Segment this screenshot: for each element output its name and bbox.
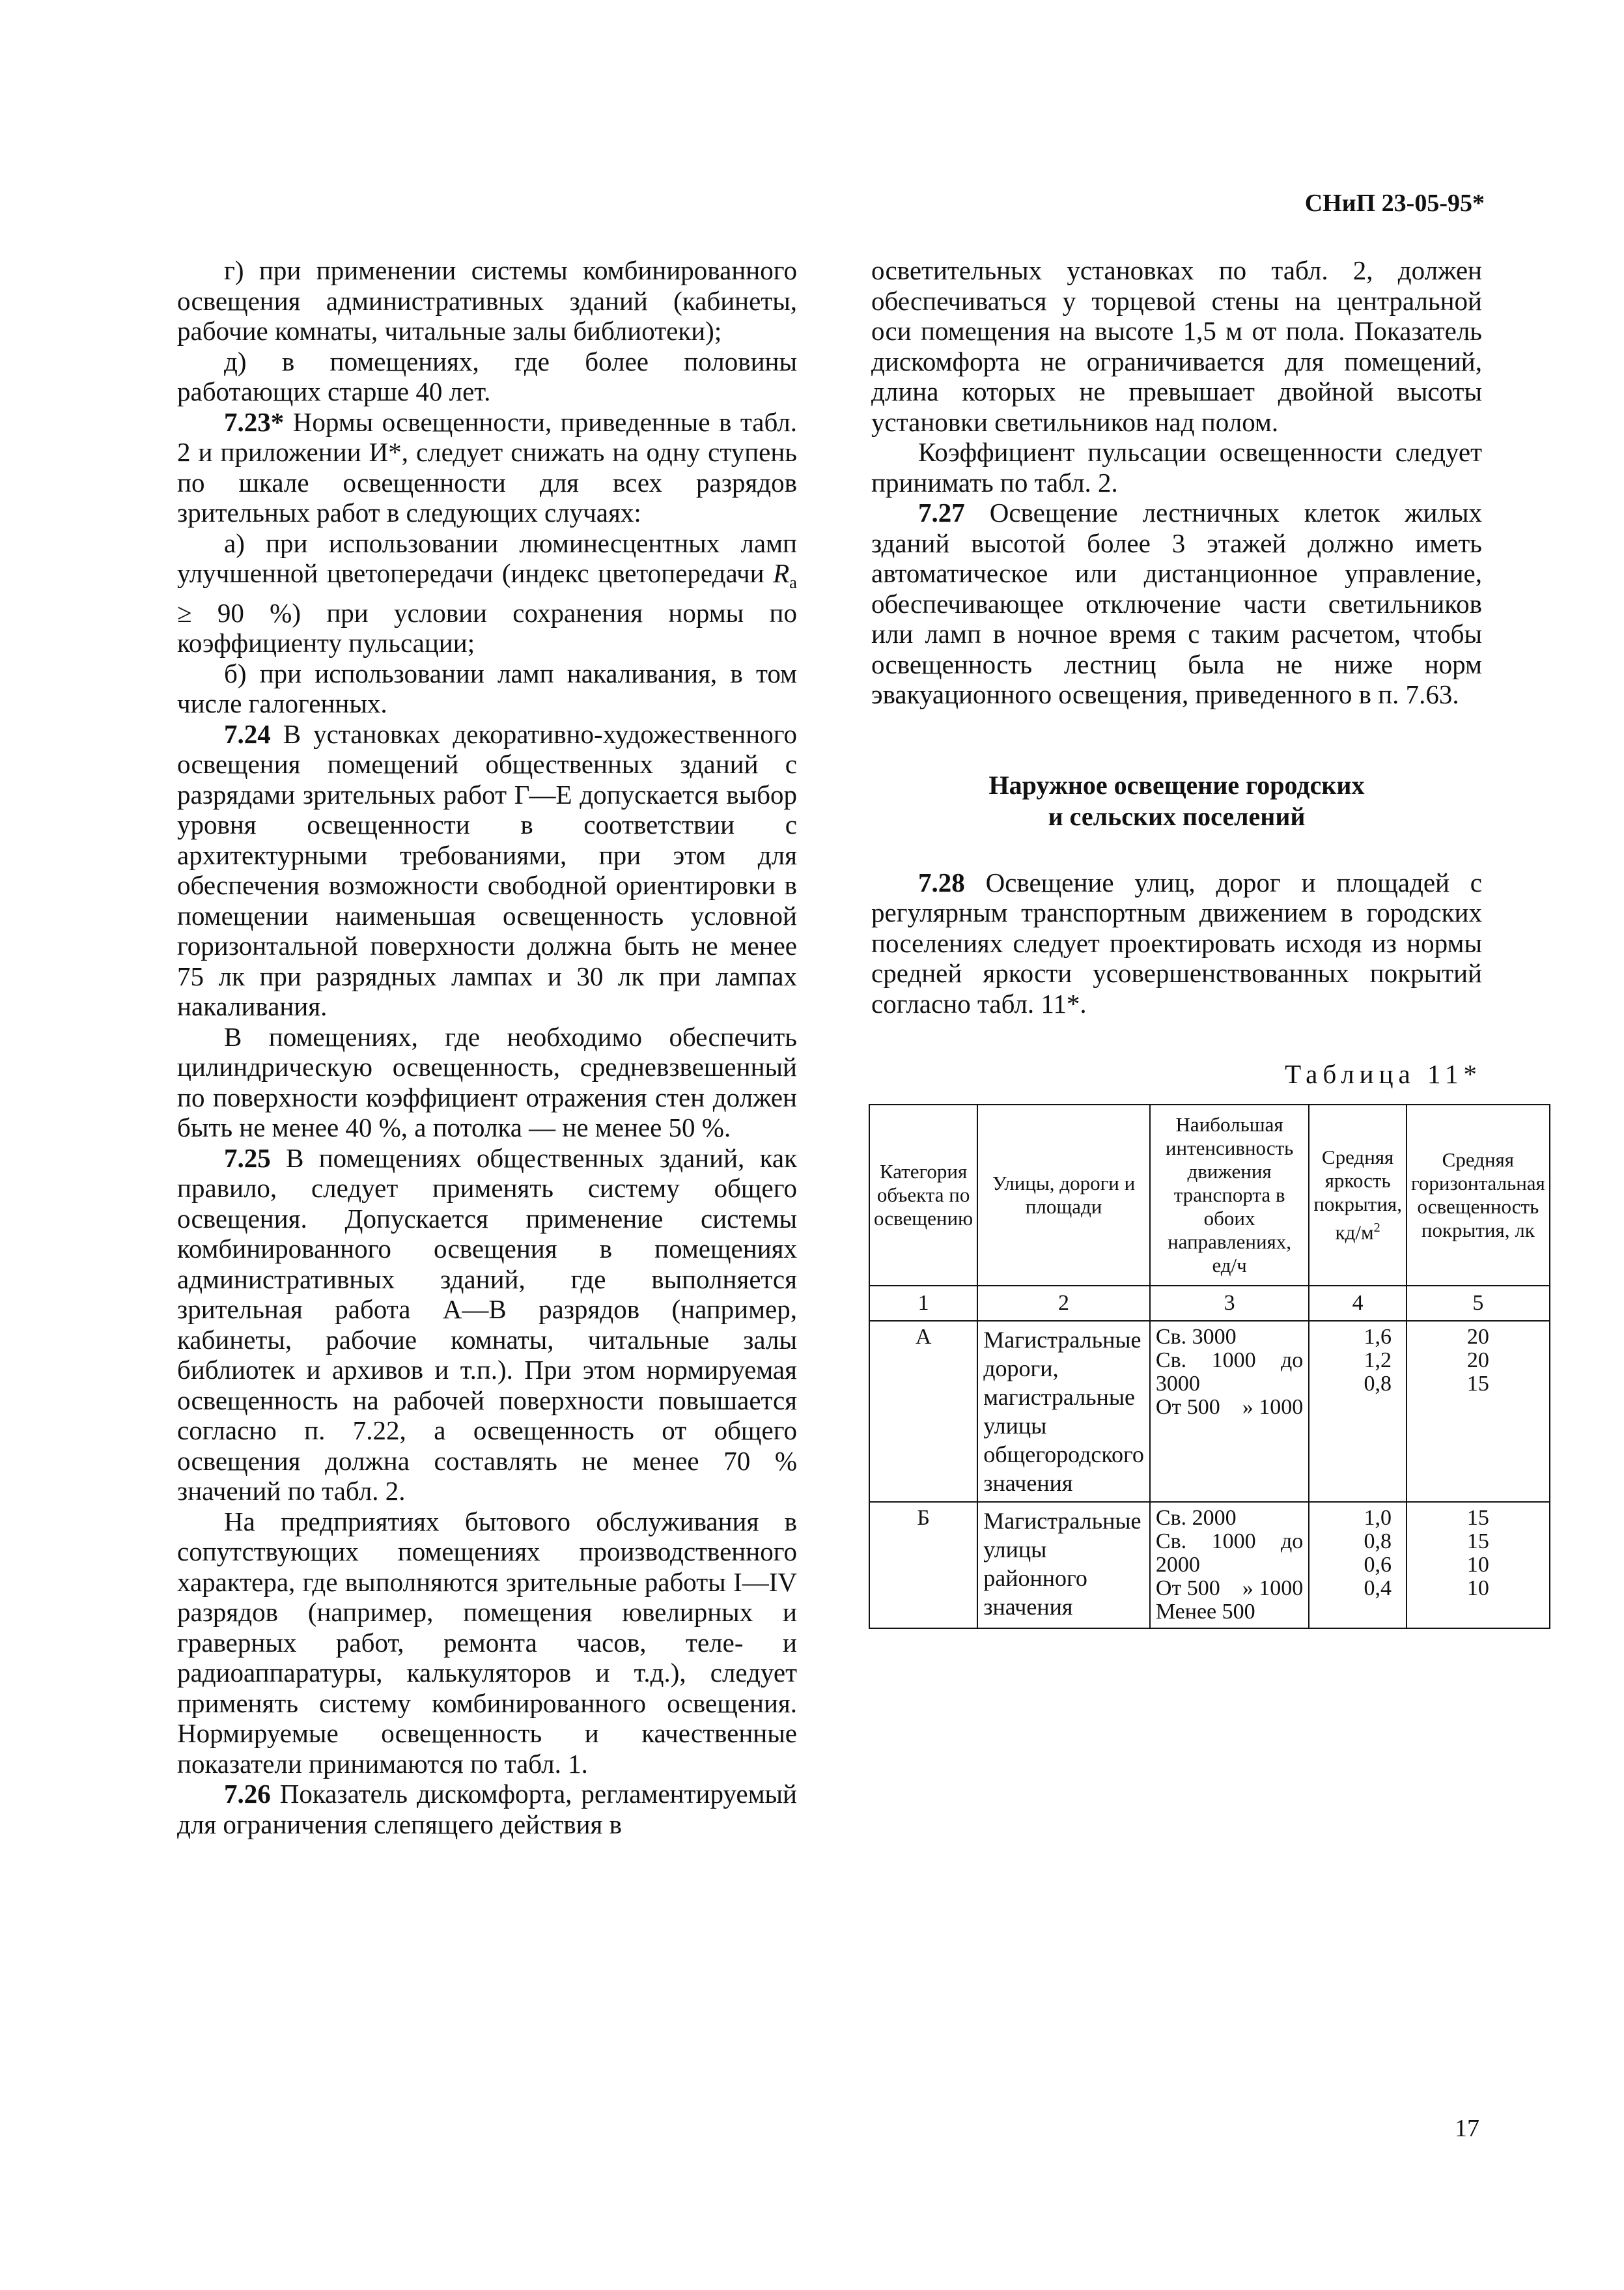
paragraph-g: г) при применении системы комбинированного освещения административных зданий (кабинеты, рабочие комнаты, читальные залы библиотеки);	[177, 255, 797, 346]
header-intensity: Наибольшая интенсивность движения транспорта в обоих направлениях, ед/ч	[1150, 1105, 1309, 1286]
brightness-value: 0,4	[1364, 1576, 1392, 1600]
illuminance-value: 10	[1466, 1576, 1489, 1600]
header-brightness-sup: 2	[1373, 1220, 1380, 1235]
spacer	[871, 1019, 1482, 1059]
intensity-value: Св. 2000	[1155, 1505, 1237, 1530]
paragraph-7-24-b: В помещениях, где необходимо обеспечить цилиндрическую освещенность, средневзвешенный по поверхности коэффициент отражения стен должен быть не менее 40 %, а потолка — не менее 50 %.	[177, 1021, 797, 1143]
clause-number: 7.28	[918, 867, 965, 898]
table-row	[869, 1321, 1550, 1502]
brightness-value: 0,8	[1364, 1529, 1392, 1553]
intensity-value: Св. 3000	[1155, 1324, 1237, 1349]
table-row	[869, 1502, 1550, 1628]
clause-text: Освещение лестничных клеток жилых зданий высотой более 3 этажей должно иметь автоматическое или дистанционное управление, обеспечивающее отключение части светильников или ламп в ночное время с таким расчетом, чтобы освещенность лестниц была не ниже норм эвакуационного освещения, приведенного в п. 7.63.	[871, 498, 1482, 709]
column-number: 5	[1407, 1286, 1550, 1321]
left-column	[177, 255, 797, 1839]
paragraph-7-24	[177, 719, 797, 1022]
section-title-line-1: Наружное освещение городских	[988, 770, 1365, 800]
table-header-row	[869, 1105, 1550, 1286]
lighting-norms-table	[869, 1104, 1550, 1629]
page-number: 17	[1455, 2115, 1479, 2142]
clause-text: В установках декоративно-художественного освещения помещений общественных зданий с разрядами зрительных работ Г—Е допускается выбор уровня освещенности в соответствии с архитектурными требованиями, при этом для обеспечения возможности свободной ориентировки в помещении наименьшая освещенность условной горизонтальной поверхности должна быть не менее 75 лк при разрядных лампах и 30 лк при лампах накаливания.	[177, 718, 797, 1022]
clause-text: Нормы освещенности, приведенные в табл. 2 и приложении И*, следует снижать на одну ступень по шкале освещенности для всех разрядов зрительных работ в следующих случаях:	[177, 406, 797, 528]
brightness-value: 1,2	[1364, 1348, 1392, 1372]
illuminance-value: 20	[1466, 1324, 1489, 1349]
column-number: 4	[1309, 1286, 1407, 1321]
brightness-value: 1,0	[1364, 1505, 1392, 1530]
clause-number: 7.25	[224, 1142, 271, 1173]
table-column-numbers	[869, 1286, 1550, 1321]
column-number: 1	[869, 1286, 977, 1321]
column-number: 2	[977, 1286, 1150, 1321]
paragraph-7-28	[871, 868, 1482, 1019]
right-column	[871, 255, 1545, 1629]
illuminance-value: 10	[1466, 1552, 1489, 1577]
paragraph-7-25	[177, 1143, 797, 1506]
street-type-cell: Магистральные дороги, магистральные улицы общегородского значения	[977, 1321, 1150, 1502]
header-illuminance: Средняя горизонтальная освещенность покрытия, лк	[1407, 1105, 1550, 1286]
paragraph-d: д) в помещениях, где более половины работающих старше 40 лет.	[177, 346, 797, 406]
clause-text: В помещениях общественных зданий, как правило, следует применять систему общего освещения. Допускается применение системы комбинированного освещения в помещениях административных зданий, где выполняется зрительная работа А—В разрядов (например, кабинеты, рабочие комнаты, читальные залы библиотек и архивов и т.п.). При этом нормируемая освещенность на рабочей поверхности повышается согласно п. 7.22, а освещенность от общего освещения должна составлять не менее 70 % значений по табл. 2.	[177, 1142, 797, 1506]
intensity-value: От 500 » 1000	[1155, 1576, 1304, 1600]
brightness-cell	[1309, 1502, 1407, 1628]
clause-number: 7.27	[918, 498, 965, 528]
section-title-line-2: и сельских поселений	[1048, 801, 1306, 831]
ra-subscript: a	[789, 572, 797, 593]
paragraph-7-25-b: На предприятиях бытового обслуживания в сопутствующих помещениях производственного характера, где выполняются зрительные работы I—IV разрядов (например, помещения ювелирных и граверных работ, ремонта часов, теле- и радиоаппаратуры, калькуляторов и т.д.), следует применять систему комбинированного освещения. Нормируемые освещенность и качественные показатели принимаются по табл. 1.	[177, 1506, 797, 1779]
illuminance-cell	[1407, 1321, 1550, 1502]
street-type-cell: Магистральные улицы районного значения	[977, 1502, 1150, 1628]
brightness-value: 0,6	[1364, 1552, 1392, 1577]
illuminance-value: 20	[1466, 1348, 1489, 1372]
spacer	[871, 1090, 1482, 1104]
category-cell: А	[869, 1321, 977, 1502]
intensity-value: От 500 » 1000	[1155, 1394, 1304, 1419]
ra-symbol: R	[773, 558, 790, 588]
document-code: СНиП 23-05-95*	[1304, 190, 1485, 217]
paragraph-7-23	[177, 407, 797, 528]
paragraph-7-26	[177, 1779, 797, 1839]
clause-text: Показатель дискомфорта, регламентируемый для ограничения слепящего действия в	[177, 1779, 797, 1839]
illuminance-value: 15	[1466, 1529, 1489, 1553]
intensity-value: Св. 1000 до 2000	[1155, 1529, 1304, 1577]
intensity-cell	[1150, 1321, 1309, 1502]
illuminance-value: 15	[1466, 1505, 1489, 1530]
spacer	[871, 832, 1482, 868]
spacer	[871, 710, 1482, 770]
paragraph-text: а) при использовании люминесцентных ламп улучшенной цветопередачи (индекс цветопередачи	[177, 528, 797, 588]
table-title: Таблица 11*	[1285, 1059, 1482, 1089]
intensity-value: Св. 1000 до 3000	[1155, 1348, 1304, 1396]
brightness-value: 0,8	[1364, 1371, 1392, 1396]
paragraph-7-23-b: б) при использовании ламп накаливания, в том числе галогенных.	[177, 658, 797, 719]
clause-number: 7.26	[224, 1779, 271, 1809]
paragraph-7-27	[871, 498, 1482, 710]
header-brightness-text: Средняя яркость покрытия, кд/м	[1313, 1145, 1402, 1244]
brightness-value: 1,6	[1364, 1324, 1392, 1349]
header-brightness	[1309, 1105, 1407, 1286]
clause-text: Освещение улиц, дорог и площадей с регулярным транспортным движением в городских поселениях следует проектировать исходя из нормы средней яркости усовершенствованных покрытий согласно табл. 11*.	[871, 867, 1482, 1019]
illuminance-value: 15	[1466, 1371, 1489, 1396]
intensity-cell	[1150, 1502, 1309, 1628]
section-title	[871, 770, 1482, 832]
paragraph-text: ≥ 90 %) при условии сохранения нормы по коэффициенту пульсации;	[177, 597, 797, 658]
paragraph-7-26-b: Коэффициент пульсации освещенности следует принимать по табл. 2.	[871, 437, 1482, 498]
brightness-cell	[1309, 1321, 1407, 1502]
paragraph-7-26-continued: осветительных установках по табл. 2, должен обеспечиваться у торцевой стены на центральной оси помещения на высоте 1,5 м от пола. Показатель дискомфорта не ограничивается для помещений, длина которых не превышает двойной высоты установки светильников над полом.	[871, 255, 1482, 437]
clause-number: 7.24	[224, 718, 271, 749]
illuminance-cell	[1407, 1502, 1550, 1628]
clause-number: 7.23*	[224, 406, 285, 437]
column-number: 3	[1150, 1286, 1309, 1321]
category-cell: Б	[869, 1502, 977, 1628]
intensity-value: Менее 500	[1155, 1599, 1255, 1624]
header-category: Категория объекта по освещению	[869, 1105, 977, 1286]
header-streets: Улицы, дороги и площади	[977, 1105, 1150, 1286]
paragraph-7-23-a	[177, 528, 797, 658]
